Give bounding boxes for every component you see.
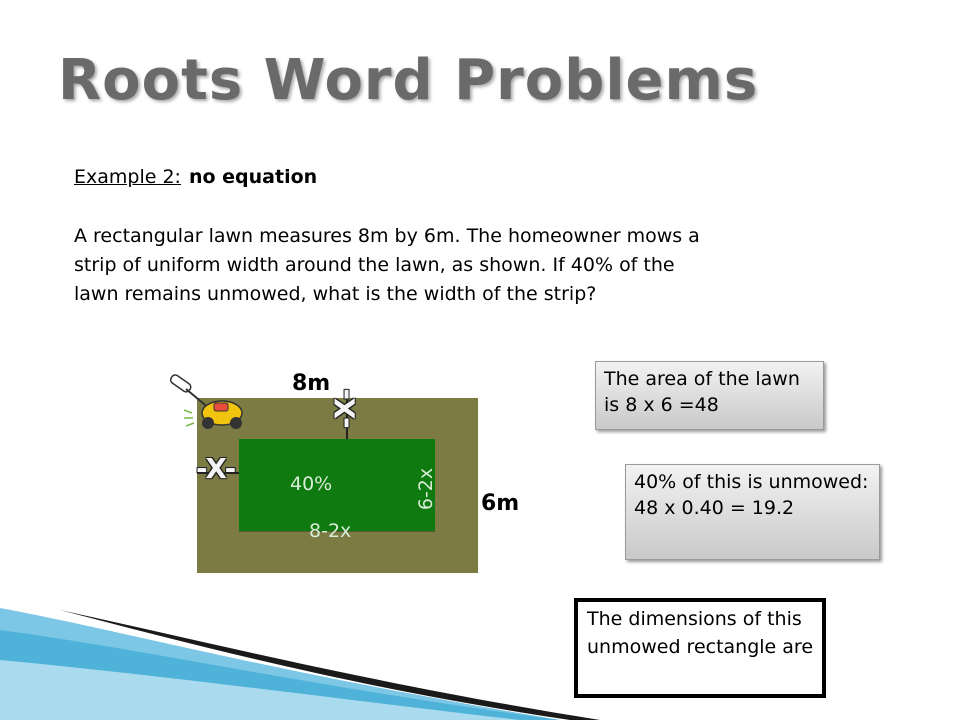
- example-note: no equation: [188, 166, 318, 188]
- problem-text: A rectangular lawn measures 8m by 6m. The homeowner mows a strip of uniform width around the lawn, as shown. If 40% of the lawn remains unmowed, what is the width of the strip?: [74, 225, 700, 305]
- percent-callout-line2: 48 x 0.40 = 19.2: [634, 497, 795, 519]
- strip-width-top-label: -X-: [328, 388, 362, 429]
- dimensions-callout: The dimensions of this unmowed rectangle are: [574, 598, 826, 698]
- lawn-mower-icon: [166, 373, 248, 433]
- unmowed-rectangle: [239, 439, 438, 531]
- strip-width-left-label: -X-: [196, 452, 237, 485]
- corner-swoosh-decoration: [0, 590, 600, 720]
- lawn-height-label: 6m: [481, 491, 520, 516]
- example-label: Example 2:: [74, 166, 181, 188]
- inner-width-label: 8-2x: [309, 520, 352, 542]
- inner-height-label: 6-2x: [415, 467, 438, 511]
- area-callout: The area of the lawn is 8 x 6 =48: [595, 361, 824, 430]
- percent-callout: [625, 464, 880, 560]
- page-title: Roots Word Problems: [58, 48, 759, 113]
- lawn-width-label: 8m: [292, 371, 331, 396]
- example-heading: [74, 166, 317, 188]
- unmowed-percent-label: 40%: [290, 473, 333, 495]
- percent-callout-line1: 40% of this is unmowed:: [634, 471, 869, 493]
